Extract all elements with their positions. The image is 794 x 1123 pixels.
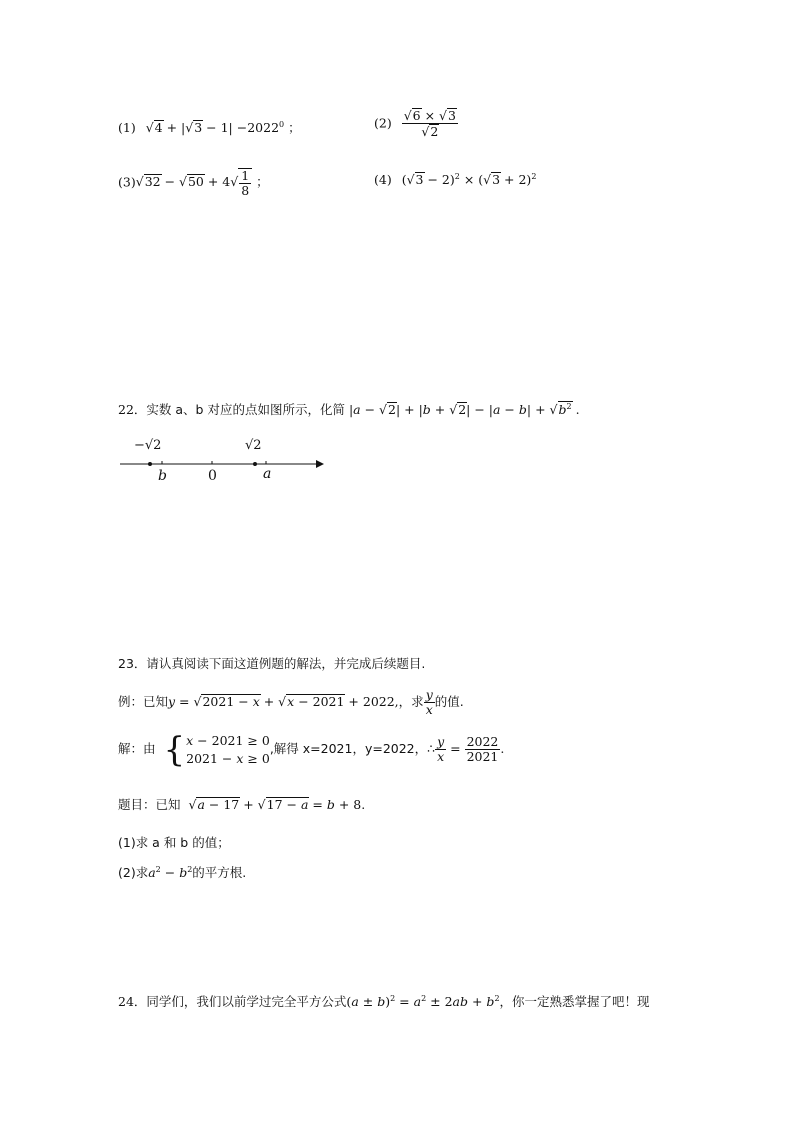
point-sqrt2 bbox=[253, 462, 257, 466]
label-a: a bbox=[263, 466, 272, 482]
q23-example: 例：已知y = √2021 − x + √x − 2021 + 2022,，求 $\frac{y}{x}$ 的值. bbox=[118, 687, 464, 717]
q24-text-pre: 同学们，我们以前学过完全平方公式 bbox=[146, 994, 347, 1009]
q23-intro bbox=[118, 654, 425, 672]
q21-part4: (4) $(√3 - 2)^2 \times (√3 + 2)^2$ bbox=[374, 172, 537, 188]
q23-task-label: 题目：已知 bbox=[118, 797, 181, 812]
q23-example-end: 的值. bbox=[434, 693, 464, 709]
q23-sub2-post: 的平方根. bbox=[192, 865, 247, 880]
q23-solution-label: 解：由 bbox=[118, 741, 156, 756]
q23-sub1: (1)求 a 和 b 的值； bbox=[118, 835, 230, 850]
q23-sub2-pre: (2)求 bbox=[118, 865, 149, 880]
label-b: b bbox=[158, 468, 167, 484]
q22-stem: 22．实数 a、b 对应的点如图所示，化简 $|a - √2| + |b + √2| - |a - b| + √b^2$ . bbox=[118, 401, 580, 417]
q22-number: 22． bbox=[118, 402, 147, 417]
q23-task: 题目：已知 √a − 17 + √17 − a = b + 8. bbox=[118, 797, 366, 812]
point-neg-sqrt2 bbox=[148, 462, 152, 466]
q21-part3-label: (3) bbox=[118, 174, 136, 190]
label-zero: 0 bbox=[208, 468, 217, 484]
q24-number: 24． bbox=[118, 994, 147, 1009]
label-sqrt2: √2 bbox=[245, 438, 262, 453]
q22-text: 实数 a、b 对应的点如图所示，化简 bbox=[146, 402, 345, 417]
q23-intro-text: 请认真阅读下面这道例题的解法，并完成后续题目. bbox=[146, 656, 426, 671]
q23-solution: 解：由 { x − 2021 ≥ 0 2021 − x ≥ 0 ,解得 x=2021，y=2022，∴ $\frac{y}{x}$ = $\frac{2022}{2021}$ . bbox=[118, 729, 505, 770]
q24-stem: 24．同学们，我们以前学过完全平方公式$(a \pm b)^2 = a^2 \pm 2ab + b^2$，你一定熟悉掌握了吧！现 bbox=[118, 993, 650, 1009]
q21-part4-label: (4) bbox=[374, 172, 392, 188]
label-neg-sqrt2: −√2 bbox=[134, 438, 162, 453]
q23-sub2: (2)求$a^2 - b^2$的平方根. bbox=[118, 864, 247, 880]
q23-solution-mid: ,解得 x=2021，y=2022，∴ bbox=[269, 741, 436, 756]
q21-part2-label: (2) bbox=[374, 115, 392, 131]
q23-number: 23． bbox=[118, 656, 147, 671]
q23-example-tail: ，求 bbox=[398, 693, 424, 709]
q21-part1-label: (1) bbox=[118, 120, 136, 135]
q23-example-label: 例：已知 bbox=[118, 693, 169, 709]
q21-part1: (1) $√4 + |√3 - 1| -2022^0$ ； bbox=[118, 119, 301, 135]
q21-part3: (3)√32 − √50 + 4√ $\frac{1}{8}$ ； bbox=[118, 168, 269, 198]
q24-text-post: ，你一定熟悉掌握了吧！现 bbox=[499, 994, 650, 1009]
q21-part2: (2) $\frac{√6 \times √3}{√2}$ bbox=[374, 108, 456, 140]
